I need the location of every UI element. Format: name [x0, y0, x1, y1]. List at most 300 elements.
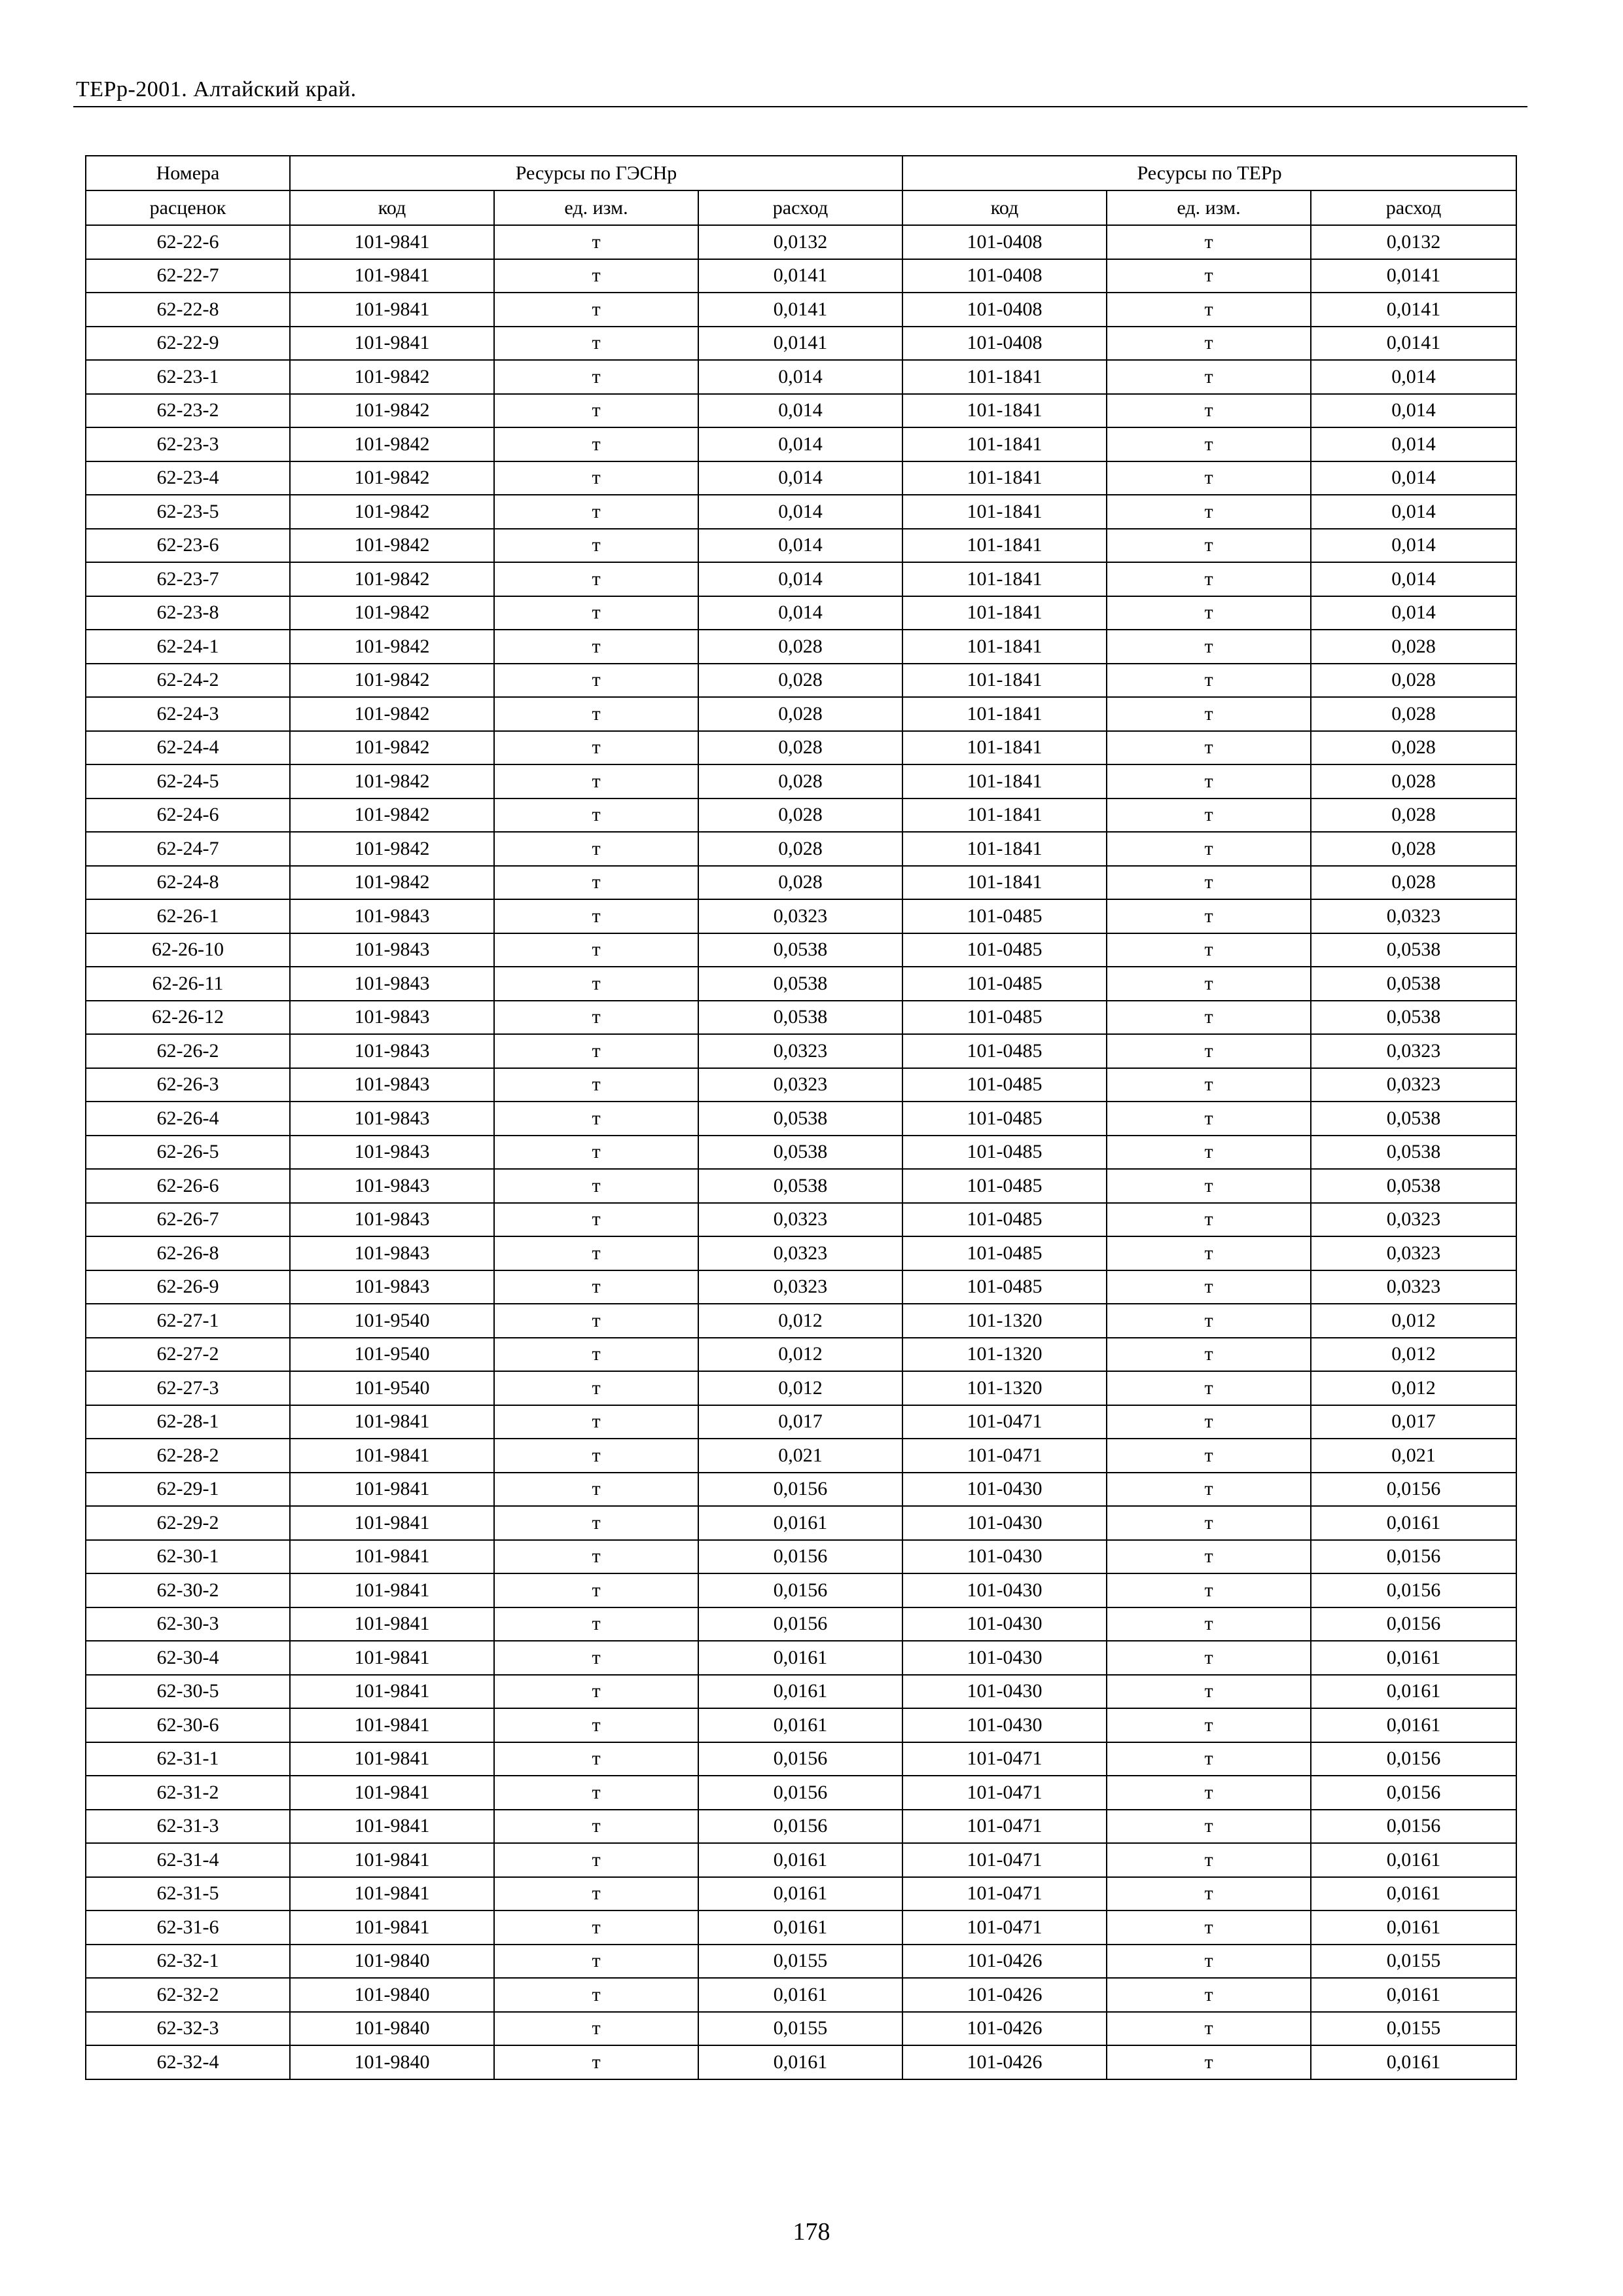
cell-terr-rate: 0,028 — [1311, 798, 1516, 833]
cell-gesnr-unit: т — [494, 1742, 698, 1776]
cell-terr-unit: т — [1107, 630, 1311, 664]
cell-gesnr-unit: т — [494, 1810, 698, 1844]
cell-gesnr-code: 101-9843 — [290, 1236, 494, 1270]
cell-gesnr-unit: т — [494, 899, 698, 933]
cell-terr-rate: 0,0156 — [1311, 1573, 1516, 1607]
cell-gesnr-rate: 0,028 — [698, 697, 902, 731]
cell-gesnr-rate: 0,0156 — [698, 1742, 902, 1776]
cell-gesnr-unit: т — [494, 1945, 698, 1979]
cell-terr-unit: т — [1107, 1573, 1311, 1607]
cell-rate-number: 62-24-3 — [86, 697, 290, 731]
cell-terr-code: 101-0430 — [902, 1573, 1107, 1607]
cell-gesnr-rate: 0,014 — [698, 562, 902, 596]
cell-rate-number: 62-31-1 — [86, 1742, 290, 1776]
table-row — [86, 1371, 1516, 1405]
cell-terr-code: 101-0408 — [902, 259, 1107, 293]
cell-gesnr-code: 101-9842 — [290, 495, 494, 529]
cell-terr-unit: т — [1107, 899, 1311, 933]
cell-terr-unit: т — [1107, 327, 1311, 361]
table-row — [86, 1169, 1516, 1203]
table-row — [86, 1001, 1516, 1035]
table-row — [86, 866, 1516, 900]
table-row — [86, 1978, 1516, 2012]
cell-gesnr-rate: 0,0538 — [698, 933, 902, 967]
cell-terr-unit: т — [1107, 1068, 1311, 1102]
resources-table — [85, 155, 1517, 2080]
cell-gesnr-unit: т — [494, 1236, 698, 1270]
cell-gesnr-rate: 0,0141 — [698, 293, 902, 327]
cell-terr-rate: 0,0161 — [1311, 2045, 1516, 2079]
cell-gesnr-unit: т — [494, 1978, 698, 2012]
cell-terr-rate: 0,012 — [1311, 1371, 1516, 1405]
cell-gesnr-unit: т — [494, 1203, 698, 1237]
cell-gesnr-code: 101-9843 — [290, 899, 494, 933]
cell-terr-unit: т — [1107, 529, 1311, 563]
cell-gesnr-unit: т — [494, 1338, 698, 1372]
cell-gesnr-code: 101-9841 — [290, 259, 494, 293]
cell-gesnr-unit: т — [494, 1540, 698, 1574]
cell-terr-unit: т — [1107, 1473, 1311, 1507]
cell-gesnr-code: 101-9842 — [290, 664, 494, 698]
cell-gesnr-code: 101-9843 — [290, 967, 494, 1001]
cell-terr-code: 101-0408 — [902, 293, 1107, 327]
cell-gesnr-unit: т — [494, 664, 698, 698]
cell-rate-number: 62-30-1 — [86, 1540, 290, 1574]
cell-gesnr-code: 101-9842 — [290, 764, 494, 798]
cell-terr-unit: т — [1107, 1236, 1311, 1270]
table-row — [86, 1573, 1516, 1607]
cell-gesnr-rate: 0,0161 — [698, 1708, 902, 1742]
cell-gesnr-unit: т — [494, 1607, 698, 1641]
cell-gesnr-rate: 0,028 — [698, 630, 902, 664]
cell-gesnr-unit: т — [494, 327, 698, 361]
cell-terr-unit: т — [1107, 832, 1311, 866]
cell-gesnr-unit: т — [494, 1473, 698, 1507]
cell-rate-number: 62-32-2 — [86, 1978, 290, 2012]
cell-gesnr-code: 101-9843 — [290, 1136, 494, 1170]
cell-gesnr-unit: т — [494, 866, 698, 900]
cell-terr-unit: т — [1107, 495, 1311, 529]
table-row — [86, 933, 1516, 967]
cell-gesnr-rate: 0,021 — [698, 1439, 902, 1473]
cell-terr-code: 101-0426 — [902, 1945, 1107, 1979]
cell-terr-rate: 0,0538 — [1311, 967, 1516, 1001]
table-row — [86, 1641, 1516, 1675]
header-terr-resources: Ресурсы по ТЕРр — [902, 156, 1516, 190]
cell-terr-rate: 0,014 — [1311, 461, 1516, 495]
cell-terr-rate: 0,0161 — [1311, 1708, 1516, 1742]
table-row — [86, 1473, 1516, 1507]
header-rates: расценок — [86, 190, 290, 225]
cell-rate-number: 62-23-7 — [86, 562, 290, 596]
cell-terr-unit: т — [1107, 1506, 1311, 1540]
cell-terr-rate: 0,0161 — [1311, 1675, 1516, 1709]
header-gesnr-rate: расход — [698, 190, 902, 225]
cell-terr-code: 101-1841 — [902, 697, 1107, 731]
cell-gesnr-unit: т — [494, 1675, 698, 1709]
cell-gesnr-unit: т — [494, 1405, 698, 1439]
cell-terr-unit: т — [1107, 1304, 1311, 1338]
cell-terr-code: 101-0471 — [902, 1877, 1107, 1911]
cell-gesnr-unit: т — [494, 360, 698, 394]
table-row — [86, 832, 1516, 866]
cell-terr-unit: т — [1107, 1708, 1311, 1742]
cell-rate-number: 62-27-1 — [86, 1304, 290, 1338]
cell-terr-code: 101-1841 — [902, 360, 1107, 394]
table-row — [86, 1708, 1516, 1742]
cell-terr-rate: 0,0155 — [1311, 2012, 1516, 2046]
cell-gesnr-code: 101-9841 — [290, 1708, 494, 1742]
cell-rate-number: 62-23-2 — [86, 394, 290, 428]
cell-rate-number: 62-24-7 — [86, 832, 290, 866]
cell-rate-number: 62-24-5 — [86, 764, 290, 798]
table-row — [86, 495, 1516, 529]
cell-rate-number: 62-22-6 — [86, 225, 290, 259]
cell-gesnr-rate: 0,0155 — [698, 2012, 902, 2046]
cell-terr-code: 101-1841 — [902, 461, 1107, 495]
cell-terr-unit: т — [1107, 1540, 1311, 1574]
cell-terr-code: 101-1841 — [902, 630, 1107, 664]
cell-terr-code: 101-0485 — [902, 1169, 1107, 1203]
header-gesnr-resources: Ресурсы по ГЭСНр — [290, 156, 902, 190]
cell-terr-code: 101-0485 — [902, 1034, 1107, 1068]
cell-terr-code: 101-1841 — [902, 832, 1107, 866]
cell-terr-rate: 0,014 — [1311, 495, 1516, 529]
cell-terr-code: 101-0430 — [902, 1708, 1107, 1742]
cell-gesnr-code: 101-9841 — [290, 327, 494, 361]
cell-rate-number: 62-26-4 — [86, 1102, 290, 1136]
cell-terr-code: 101-1841 — [902, 427, 1107, 461]
cell-gesnr-rate: 0,0155 — [698, 1945, 902, 1979]
cell-terr-rate: 0,0161 — [1311, 1843, 1516, 1877]
cell-gesnr-code: 101-9841 — [290, 1641, 494, 1675]
cell-gesnr-unit: т — [494, 1102, 698, 1136]
cell-terr-unit: т — [1107, 596, 1311, 630]
table-row — [86, 293, 1516, 327]
cell-terr-rate: 0,0132 — [1311, 225, 1516, 259]
page-header — [73, 73, 1527, 107]
cell-terr-unit: т — [1107, 1776, 1311, 1810]
cell-gesnr-unit: т — [494, 1439, 698, 1473]
cell-terr-rate: 0,014 — [1311, 529, 1516, 563]
cell-gesnr-rate: 0,0161 — [698, 1641, 902, 1675]
cell-gesnr-unit: т — [494, 1304, 698, 1338]
cell-gesnr-unit: т — [494, 697, 698, 731]
cell-gesnr-unit: т — [494, 1843, 698, 1877]
cell-terr-code: 101-0426 — [902, 2045, 1107, 2079]
cell-gesnr-unit: т — [494, 259, 698, 293]
cell-terr-rate: 0,0538 — [1311, 1169, 1516, 1203]
cell-gesnr-code: 101-9842 — [290, 360, 494, 394]
cell-terr-unit: т — [1107, 259, 1311, 293]
cell-gesnr-rate: 0,0156 — [698, 1473, 902, 1507]
cell-gesnr-unit: т — [494, 529, 698, 563]
cell-gesnr-rate: 0,0323 — [698, 1236, 902, 1270]
cell-terr-unit: т — [1107, 1945, 1311, 1979]
cell-gesnr-code: 101-9840 — [290, 1945, 494, 1979]
cell-terr-code: 101-0485 — [902, 899, 1107, 933]
cell-gesnr-unit: т — [494, 427, 698, 461]
cell-rate-number: 62-28-1 — [86, 1405, 290, 1439]
cell-terr-unit: т — [1107, 2012, 1311, 2046]
cell-terr-rate: 0,0155 — [1311, 1945, 1516, 1979]
cell-gesnr-code: 101-9841 — [290, 1439, 494, 1473]
cell-rate-number: 62-23-3 — [86, 427, 290, 461]
cell-rate-number: 62-26-12 — [86, 1001, 290, 1035]
cell-gesnr-unit: т — [494, 225, 698, 259]
table-row — [86, 562, 1516, 596]
cell-gesnr-rate: 0,014 — [698, 529, 902, 563]
cell-gesnr-unit: т — [494, 764, 698, 798]
cell-terr-code: 101-1320 — [902, 1304, 1107, 1338]
cell-gesnr-rate: 0,0161 — [698, 1843, 902, 1877]
cell-terr-code: 101-0485 — [902, 1203, 1107, 1237]
cell-gesnr-rate: 0,012 — [698, 1338, 902, 1372]
cell-terr-unit: т — [1107, 1102, 1311, 1136]
cell-terr-code: 101-0426 — [902, 1978, 1107, 2012]
cell-terr-code: 101-1841 — [902, 798, 1107, 833]
cell-gesnr-rate: 0,0538 — [698, 967, 902, 1001]
cell-rate-number: 62-28-2 — [86, 1439, 290, 1473]
cell-terr-unit: т — [1107, 1843, 1311, 1877]
header-gesnr-unit: ед. изм. — [494, 190, 698, 225]
cell-gesnr-unit: т — [494, 1169, 698, 1203]
cell-rate-number: 62-32-3 — [86, 2012, 290, 2046]
cell-terr-code: 101-1841 — [902, 664, 1107, 698]
table-row — [86, 394, 1516, 428]
header-terr-code: код — [902, 190, 1107, 225]
cell-terr-rate: 0,0156 — [1311, 1540, 1516, 1574]
cell-gesnr-unit: т — [494, 1034, 698, 1068]
cell-terr-code: 101-1841 — [902, 596, 1107, 630]
cell-terr-rate: 0,028 — [1311, 832, 1516, 866]
cell-rate-number: 62-30-6 — [86, 1708, 290, 1742]
cell-gesnr-rate: 0,017 — [698, 1405, 902, 1439]
cell-gesnr-code: 101-9841 — [290, 1675, 494, 1709]
cell-rate-number: 62-32-1 — [86, 1945, 290, 1979]
cell-terr-rate: 0,0538 — [1311, 933, 1516, 967]
cell-terr-unit: т — [1107, 1338, 1311, 1372]
cell-gesnr-unit: т — [494, 1068, 698, 1102]
cell-gesnr-unit: т — [494, 1776, 698, 1810]
cell-gesnr-unit: т — [494, 1573, 698, 1607]
cell-terr-code: 101-0471 — [902, 1776, 1107, 1810]
cell-gesnr-rate: 0,028 — [698, 798, 902, 833]
cell-rate-number: 62-24-6 — [86, 798, 290, 833]
cell-terr-unit: т — [1107, 562, 1311, 596]
cell-rate-number: 62-31-2 — [86, 1776, 290, 1810]
cell-gesnr-code: 101-9842 — [290, 798, 494, 833]
cell-rate-number: 62-30-4 — [86, 1641, 290, 1675]
cell-gesnr-rate: 0,0538 — [698, 1001, 902, 1035]
cell-gesnr-rate: 0,014 — [698, 427, 902, 461]
cell-terr-rate: 0,0323 — [1311, 1034, 1516, 1068]
cell-gesnr-code: 101-9842 — [290, 427, 494, 461]
table-row — [86, 327, 1516, 361]
cell-gesnr-code: 101-9842 — [290, 832, 494, 866]
cell-gesnr-unit: т — [494, 2012, 698, 2046]
cell-terr-rate: 0,0161 — [1311, 1877, 1516, 1911]
table-header-row-2 — [86, 190, 1516, 225]
table-row — [86, 1439, 1516, 1473]
cell-gesnr-unit: т — [494, 798, 698, 833]
cell-gesnr-unit: т — [494, 596, 698, 630]
cell-gesnr-rate: 0,0141 — [698, 327, 902, 361]
cell-terr-rate: 0,0141 — [1311, 293, 1516, 327]
table-row — [86, 2045, 1516, 2079]
cell-terr-unit: т — [1107, 664, 1311, 698]
cell-terr-code: 101-0430 — [902, 1506, 1107, 1540]
cell-terr-rate: 0,028 — [1311, 664, 1516, 698]
cell-gesnr-code: 101-9842 — [290, 630, 494, 664]
cell-gesnr-unit: т — [494, 1270, 698, 1304]
header-terr-rate: расход — [1311, 190, 1516, 225]
cell-terr-rate: 0,0538 — [1311, 1001, 1516, 1035]
cell-terr-unit: т — [1107, 2045, 1311, 2079]
cell-gesnr-unit: т — [494, 967, 698, 1001]
cell-gesnr-code: 101-9841 — [290, 1473, 494, 1507]
cell-terr-rate: 0,014 — [1311, 562, 1516, 596]
cell-terr-unit: т — [1107, 866, 1311, 900]
cell-rate-number: 62-30-2 — [86, 1573, 290, 1607]
cell-rate-number: 62-32-4 — [86, 2045, 290, 2079]
cell-gesnr-unit: т — [494, 1001, 698, 1035]
cell-rate-number: 62-23-1 — [86, 360, 290, 394]
table-row — [86, 731, 1516, 765]
cell-terr-unit: т — [1107, 1270, 1311, 1304]
cell-gesnr-unit: т — [494, 394, 698, 428]
cell-terr-rate: 0,014 — [1311, 394, 1516, 428]
cell-gesnr-code: 101-9840 — [290, 2012, 494, 2046]
cell-gesnr-code: 101-9841 — [290, 1742, 494, 1776]
cell-terr-rate: 0,012 — [1311, 1304, 1516, 1338]
cell-rate-number: 62-31-4 — [86, 1843, 290, 1877]
table-row — [86, 1034, 1516, 1068]
cell-rate-number: 62-23-5 — [86, 495, 290, 529]
cell-gesnr-rate: 0,0323 — [698, 899, 902, 933]
cell-rate-number: 62-22-9 — [86, 327, 290, 361]
cell-gesnr-unit: т — [494, 933, 698, 967]
table-body — [86, 225, 1516, 2079]
cell-terr-code: 101-0471 — [902, 1742, 1107, 1776]
cell-gesnr-rate: 0,014 — [698, 461, 902, 495]
cell-terr-code: 101-1841 — [902, 764, 1107, 798]
cell-terr-code: 101-0430 — [902, 1641, 1107, 1675]
table-row — [86, 461, 1516, 495]
table-row — [86, 1877, 1516, 1911]
cell-rate-number: 62-26-6 — [86, 1169, 290, 1203]
cell-terr-rate: 0,0323 — [1311, 1068, 1516, 1102]
cell-gesnr-rate: 0,0156 — [698, 1573, 902, 1607]
cell-terr-unit: т — [1107, 1978, 1311, 2012]
cell-terr-unit: т — [1107, 1742, 1311, 1776]
cell-gesnr-rate: 0,0323 — [698, 1068, 902, 1102]
cell-terr-code: 101-1841 — [902, 529, 1107, 563]
cell-terr-code: 101-0485 — [902, 933, 1107, 967]
cell-terr-unit: т — [1107, 1810, 1311, 1844]
cell-rate-number: 62-30-3 — [86, 1607, 290, 1641]
table-row — [86, 1607, 1516, 1641]
cell-terr-code: 101-1320 — [902, 1371, 1107, 1405]
cell-terr-unit: т — [1107, 1439, 1311, 1473]
cell-terr-unit: т — [1107, 798, 1311, 833]
cell-gesnr-unit: т — [494, 2045, 698, 2079]
cell-terr-code: 101-0485 — [902, 1068, 1107, 1102]
cell-gesnr-rate: 0,0161 — [698, 1978, 902, 2012]
document-title: ТЕРр-2001. Алтайский край. — [76, 77, 357, 101]
table-row — [86, 1304, 1516, 1338]
cell-rate-number: 62-31-6 — [86, 1910, 290, 1945]
cell-gesnr-rate: 0,0538 — [698, 1169, 902, 1203]
cell-rate-number: 62-23-8 — [86, 596, 290, 630]
cell-gesnr-code: 101-9843 — [290, 1270, 494, 1304]
cell-terr-code: 101-1841 — [902, 562, 1107, 596]
cell-rate-number: 62-31-3 — [86, 1810, 290, 1844]
cell-gesnr-rate: 0,028 — [698, 764, 902, 798]
table-row — [86, 1136, 1516, 1170]
cell-gesnr-code: 101-9843 — [290, 1102, 494, 1136]
cell-gesnr-rate: 0,0161 — [698, 1910, 902, 1945]
cell-terr-code: 101-1320 — [902, 1338, 1107, 1372]
cell-rate-number: 62-30-5 — [86, 1675, 290, 1709]
cell-gesnr-code: 101-9540 — [290, 1304, 494, 1338]
table-row — [86, 664, 1516, 698]
cell-terr-rate: 0,014 — [1311, 596, 1516, 630]
cell-terr-code: 101-0485 — [902, 967, 1107, 1001]
cell-gesnr-rate: 0,028 — [698, 832, 902, 866]
cell-rate-number: 62-22-8 — [86, 293, 290, 327]
cell-rate-number: 62-26-5 — [86, 1136, 290, 1170]
cell-terr-rate: 0,0323 — [1311, 1236, 1516, 1270]
cell-gesnr-code: 101-9841 — [290, 1506, 494, 1540]
cell-terr-rate: 0,017 — [1311, 1405, 1516, 1439]
table-row — [86, 2012, 1516, 2046]
cell-terr-rate: 0,0161 — [1311, 1506, 1516, 1540]
cell-gesnr-rate: 0,014 — [698, 394, 902, 428]
table-row — [86, 360, 1516, 394]
cell-gesnr-unit: т — [494, 1877, 698, 1911]
cell-gesnr-unit: т — [494, 1708, 698, 1742]
table-row — [86, 967, 1516, 1001]
table-row — [86, 798, 1516, 833]
cell-gesnr-code: 101-9842 — [290, 596, 494, 630]
table-row — [86, 1776, 1516, 1810]
cell-terr-rate: 0,0323 — [1311, 1203, 1516, 1237]
cell-rate-number: 62-26-1 — [86, 899, 290, 933]
cell-terr-unit: т — [1107, 731, 1311, 765]
cell-terr-rate: 0,0141 — [1311, 259, 1516, 293]
cell-terr-code: 101-1841 — [902, 394, 1107, 428]
cell-terr-unit: т — [1107, 1405, 1311, 1439]
cell-gesnr-rate: 0,0323 — [698, 1203, 902, 1237]
cell-gesnr-code: 101-9842 — [290, 731, 494, 765]
cell-rate-number: 62-26-3 — [86, 1068, 290, 1102]
cell-terr-unit: т — [1107, 1203, 1311, 1237]
cell-gesnr-code: 101-9841 — [290, 1877, 494, 1911]
cell-gesnr-rate: 0,014 — [698, 360, 902, 394]
cell-terr-unit: т — [1107, 1675, 1311, 1709]
cell-terr-code: 101-0430 — [902, 1675, 1107, 1709]
cell-rate-number: 62-24-2 — [86, 664, 290, 698]
cell-gesnr-code: 101-9842 — [290, 697, 494, 731]
cell-gesnr-rate: 0,0156 — [698, 1776, 902, 1810]
cell-rate-number: 62-22-7 — [86, 259, 290, 293]
cell-gesnr-rate: 0,0132 — [698, 225, 902, 259]
cell-terr-rate: 0,0156 — [1311, 1742, 1516, 1776]
table-row — [86, 697, 1516, 731]
cell-gesnr-code: 101-9842 — [290, 866, 494, 900]
cell-terr-code: 101-0485 — [902, 1102, 1107, 1136]
